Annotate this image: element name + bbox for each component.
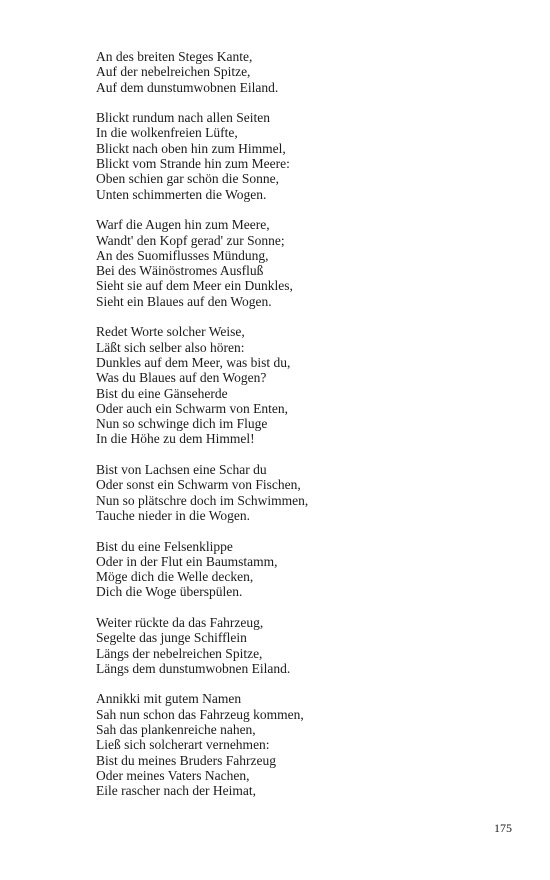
stanza bbox=[96, 691, 516, 798]
stanza bbox=[96, 324, 516, 446]
verse-line: Bist du meines Bruders Fahrzeug bbox=[96, 752, 276, 768]
verse-line: Oder meines Vaters Nachen, bbox=[96, 767, 250, 783]
verse-line: Wandt' den Kopf gerad' zur Sonne; bbox=[96, 232, 285, 248]
page-number: 175 bbox=[494, 821, 512, 835]
verse-line: Sieht ein Blaues auf den Wogen. bbox=[96, 293, 272, 309]
verse-line: Eile rascher nach der Heimat, bbox=[96, 783, 257, 799]
verse-line: Weiter rückte da das Fahrzeug, bbox=[96, 614, 264, 630]
verse-line: Dich die Woge überspülen. bbox=[96, 584, 243, 600]
verse-line: Sah nun schon das Fahrzeug kommen, bbox=[96, 706, 304, 722]
verse-line: Tauche nieder in die Wogen. bbox=[96, 507, 251, 523]
verse-line: Blickt vom Strande hin zum Meere: bbox=[96, 156, 290, 172]
verse-line: Bist du eine Felsenklippe bbox=[96, 538, 233, 554]
verse-line: Oder sonst ein Schwarm von Fischen, bbox=[96, 477, 301, 493]
stanza bbox=[96, 49, 516, 95]
stanza bbox=[96, 462, 516, 523]
verse-line: Was du Blaues auf den Wogen? bbox=[96, 370, 267, 386]
stanza bbox=[96, 110, 516, 202]
verse-line: Bei des Wäinöstromes Ausfluß bbox=[96, 263, 264, 279]
verse-line: Bist von Lachsen eine Schar du bbox=[96, 462, 267, 478]
verse-line: Nun so plätschre doch im Schwimmen, bbox=[96, 492, 309, 508]
verse-line: Annikki mit gutem Namen bbox=[96, 691, 242, 707]
verse-line: Warf die Augen hin zum Meere, bbox=[96, 217, 270, 233]
stanza bbox=[96, 217, 516, 309]
verse-line: Blickt nach oben hin zum Himmel, bbox=[96, 140, 286, 156]
verse-line: Oder in der Flut ein Baumstamm, bbox=[96, 553, 278, 569]
stanza bbox=[96, 615, 516, 676]
verse-line: Nun so schwinge dich im Fluge bbox=[96, 416, 268, 432]
verse-line: Oben schien gar schön die Sonne, bbox=[96, 171, 279, 187]
verse-line: In die Höhe zu dem Himmel! bbox=[96, 431, 255, 447]
verse-line: In die wolkenfreien Lüfte, bbox=[96, 125, 238, 141]
verse-line: Dunkles auf dem Meer, was bist du, bbox=[96, 354, 291, 370]
verse-line: Auf dem dunstumwobnen Eiland. bbox=[96, 79, 279, 95]
stanza bbox=[96, 539, 516, 600]
verse-line: Sah das plankenreiche nahen, bbox=[96, 722, 256, 738]
verse-line: Bist du eine Gänseherde bbox=[96, 385, 228, 401]
verse-line: Läßt sich selber also hören: bbox=[96, 339, 245, 355]
verse-line: Längs der nebelreichen Spitze, bbox=[96, 645, 263, 661]
verse-line: Auf der nebelreichen Spitze, bbox=[96, 64, 251, 80]
verse-line: An des Suomiflusses Mündung, bbox=[96, 247, 269, 263]
poem-text bbox=[96, 49, 516, 799]
verse-line: An des breiten Steges Kante, bbox=[96, 49, 253, 64]
verse-line: Sieht sie auf dem Meer ein Dunkles, bbox=[96, 278, 293, 294]
verse-line: Segelte das junge Schifflein bbox=[96, 630, 247, 646]
verse-line: Blickt rundum nach allen Seiten bbox=[96, 110, 270, 126]
verse-line: Unten schimmerten die Wogen. bbox=[96, 186, 267, 202]
verse-line: Oder auch ein Schwarm von Enten, bbox=[96, 400, 288, 416]
verse-line: Längs dem dunstumwobnen Eiland. bbox=[96, 660, 291, 676]
verse-line: Ließ sich solcherart vernehmen: bbox=[96, 737, 270, 753]
verse-line: Möge dich die Welle decken, bbox=[96, 569, 254, 585]
verse-line: Redet Worte solcher Weise, bbox=[96, 324, 245, 340]
